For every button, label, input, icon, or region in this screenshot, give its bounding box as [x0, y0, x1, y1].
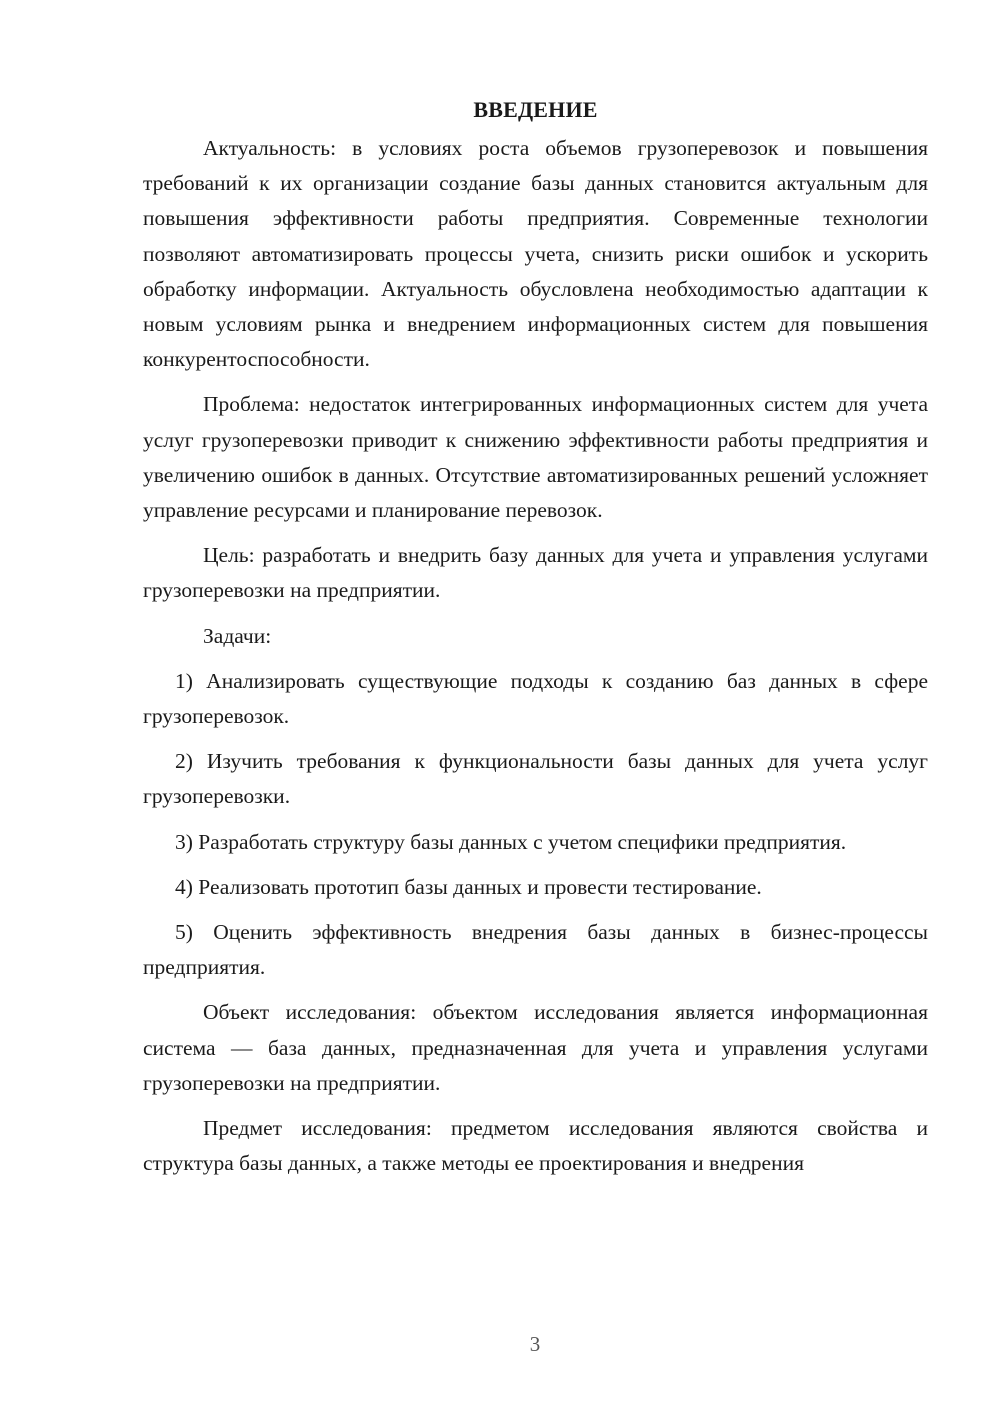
task-item-2: 2) Изучить требования к функциональности базы данных для учета услуг грузоперевозки. — [143, 749, 928, 809]
document-page — [143, 92, 928, 1191]
task-item-5: 5) Оценить эффективность внедрения базы данных в бизнес-процессы предприятия. — [143, 920, 928, 980]
paragraph-relevance: Актуальность: в условиях роста объемов грузоперевозок и повышения требований к их организации создание базы данных становится актуальным для повышения эффективности работы предприятия. Современные технологии позволяют автоматизировать процессы учета, снизить риски ошибок и ускорить обработку информации. Актуальность обусловлена необходимостью адаптации к новым условиям рынка и внедрением информационных систем для повышения конкурентоспособности. — [143, 136, 928, 372]
task-item-4: 4) Реализовать прототип базы данных и провести тестирование. — [175, 874, 762, 899]
page-number: 3 — [529, 1332, 541, 1356]
paragraph-goal: Цель: разработать и внедрить базу данных для учета и управления услугами грузоперевозки на предприятии. — [143, 543, 928, 603]
tasks-label: Задачи: — [203, 623, 272, 648]
paragraph-subject: Предмет исследования: предметом исследования являются свойства и структура базы данных, а также методы ее проектирования и внедрения — [143, 1116, 928, 1176]
paragraph-problem: Проблема: недостаток интегрированных информационных систем для учета услуг грузоперевозки приводит к снижению эффективности работы предприятия и увеличению ошибок в данных. Отсутствие автоматизированных решений усложняет управление ресурсами и планирование перевозок. — [143, 392, 928, 523]
section-title: ВВЕДЕНИЕ — [473, 97, 598, 122]
task-item-1: 1) Анализировать существующие подходы к созданию баз данных в сфере грузоперевозок. — [143, 668, 928, 729]
task-item-3: 3) Разработать структуру базы данных с учетом специфики предприятия. — [175, 829, 847, 854]
paragraph-object: Объект исследования: объектом исследования является информационная система — база данных, предназначенная для учета и управления услугами грузоперевозки на предприятии. — [143, 1000, 928, 1095]
